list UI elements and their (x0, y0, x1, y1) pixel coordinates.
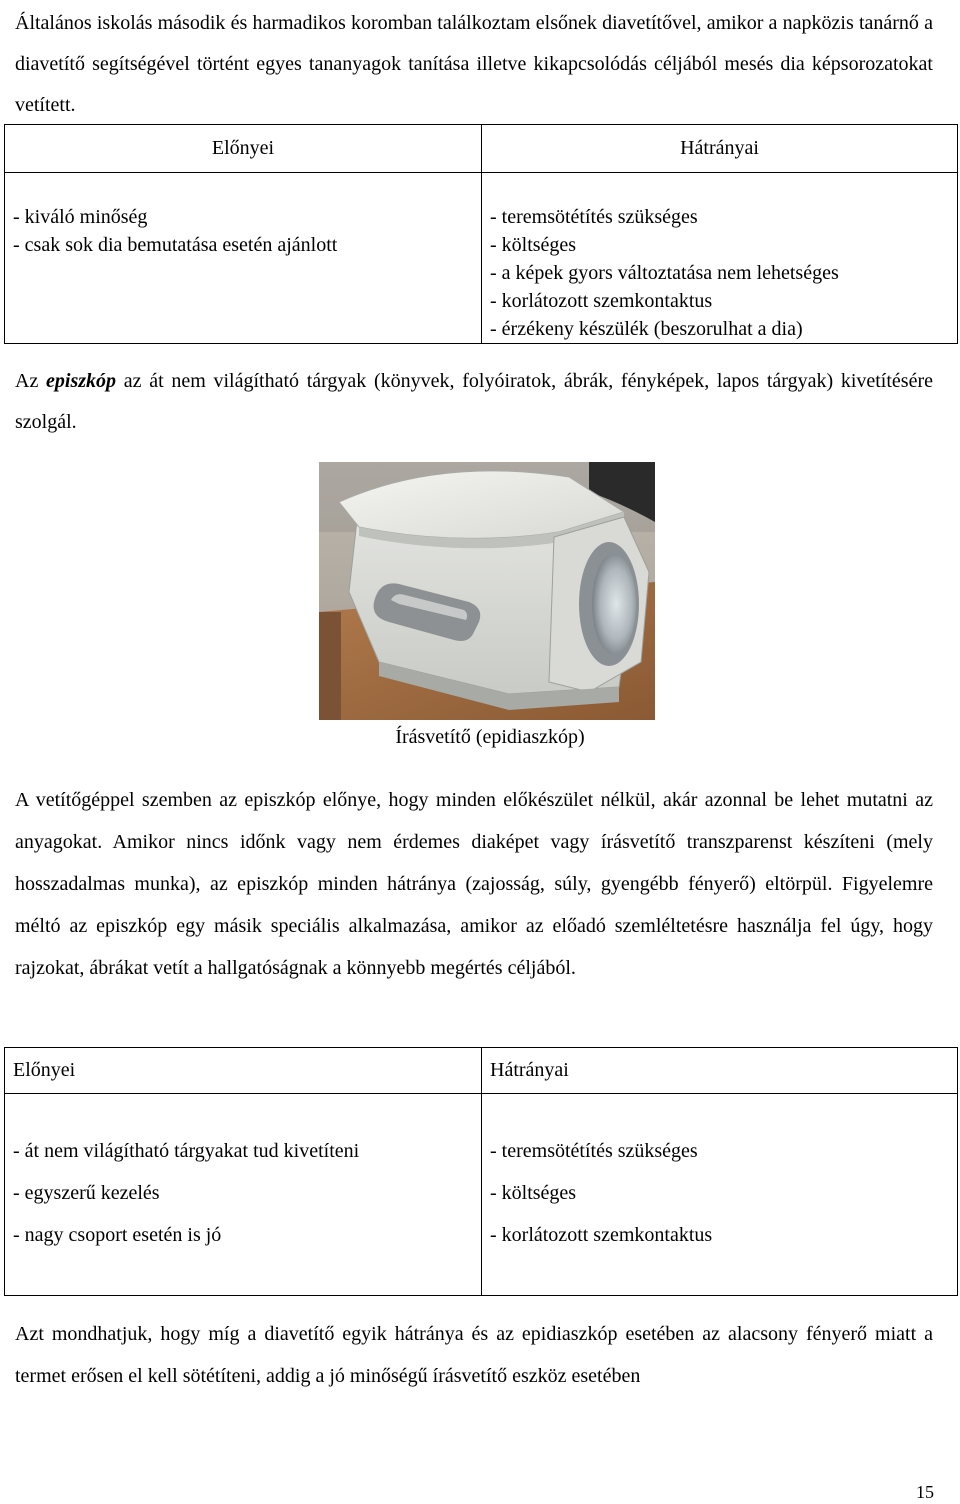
closing-paragraph: Azt mondhatjuk, hogy míg a diavetítő egyik hátránya és az epidiaszkóp esetében az alacsony fényerő miatt a termet erősen el kell sötétíteni, addig a jó minőségű írásvetítő eszköz esetében (15, 1323, 933, 1387)
list-item: - át nem világítható tárgyakat tud kivetíteni (13, 1140, 360, 1162)
figure-caption: Írásvetítő (epidiaszkóp) (395, 726, 585, 748)
list-item: - nagy csoport esetén is jó (13, 1224, 222, 1246)
comparison-paragraph: A vetítőgéppel szemben az episzkóp előnye, hogy minden előkészület nélkül, akár azonnal be lehet mutatni az anyagokat. Amikor nincs időnk vagy nem érdemes diaképet vagy írásvetítő transzparenst készíteni (mely hosszadalmas munka), az episzkóp minden hátránya (zajosság, súly, gyengébb fényerő) eltörpül. Figyelemre méltó az episzkóp egy másik speciális alkalmazása, amikor az előadó szemléltetésre használja fel úgy, hogy rajzokat, ábrákat vetít a hallgatóságnak a könnyebb megértés céljából. (15, 789, 933, 979)
table2-cons-cell (482, 1094, 958, 1296)
table2-header-pros: Előnyei (5, 1048, 482, 1094)
list-item: - érzékeny készülék (beszorulhat a dia) (490, 318, 803, 340)
list-item: - egyszerű kezelés (13, 1182, 160, 1204)
table1-header-pros: Előnyei (5, 125, 482, 173)
table1-cons-cell (482, 173, 958, 344)
table2-pros-cell (5, 1094, 482, 1296)
list-item: - teremsötétítés szükséges (490, 206, 698, 228)
list-item: - kiváló minőség (13, 206, 148, 228)
p2-text-before: Az (15, 370, 47, 392)
p2-text-after: az át nem világítható tárgyak (könyvek, folyóiratok, ábrák, fényképek, lapos tárgyak) kivetítésére szolgál. (15, 370, 933, 433)
list-item: - költséges (490, 234, 577, 256)
list-item: - költséges (490, 1182, 577, 1204)
table1-pros-cell (5, 173, 482, 344)
table1-header-cons: Hátrányai (482, 125, 958, 173)
list-item: - a képek gyors változtatása nem lehetséges (490, 262, 839, 284)
list-item: - csak sok dia bemutatása esetén ajánlott (13, 234, 338, 256)
list-item: - korlátozott szemkontaktus (490, 290, 713, 312)
list-item: - korlátozott szemkontaktus (490, 1224, 713, 1246)
list-item: - teremsötétítés szükséges (490, 1140, 698, 1162)
table2-header-cons: Hátrányai (482, 1048, 958, 1094)
diavetito-pros-cons-table (4, 124, 958, 344)
episzkop-paragraph (15, 361, 933, 443)
intro-paragraph: Általános iskolás második és harmadikos koromban találkoztam elsőnek diavetítővel, amikor a napközis tanárnő a diavetítő segítségével történt egyes tananyagok tanítása illetve kikapcsolódás céljából mesés dia képsorozatokat vetített. (15, 12, 933, 116)
page-number: 15 (916, 1482, 934, 1502)
episzkop-pros-cons-table (4, 1047, 958, 1296)
episzkop-term: episzkóp (46, 370, 117, 392)
epidiaszkop-photo (319, 462, 655, 720)
